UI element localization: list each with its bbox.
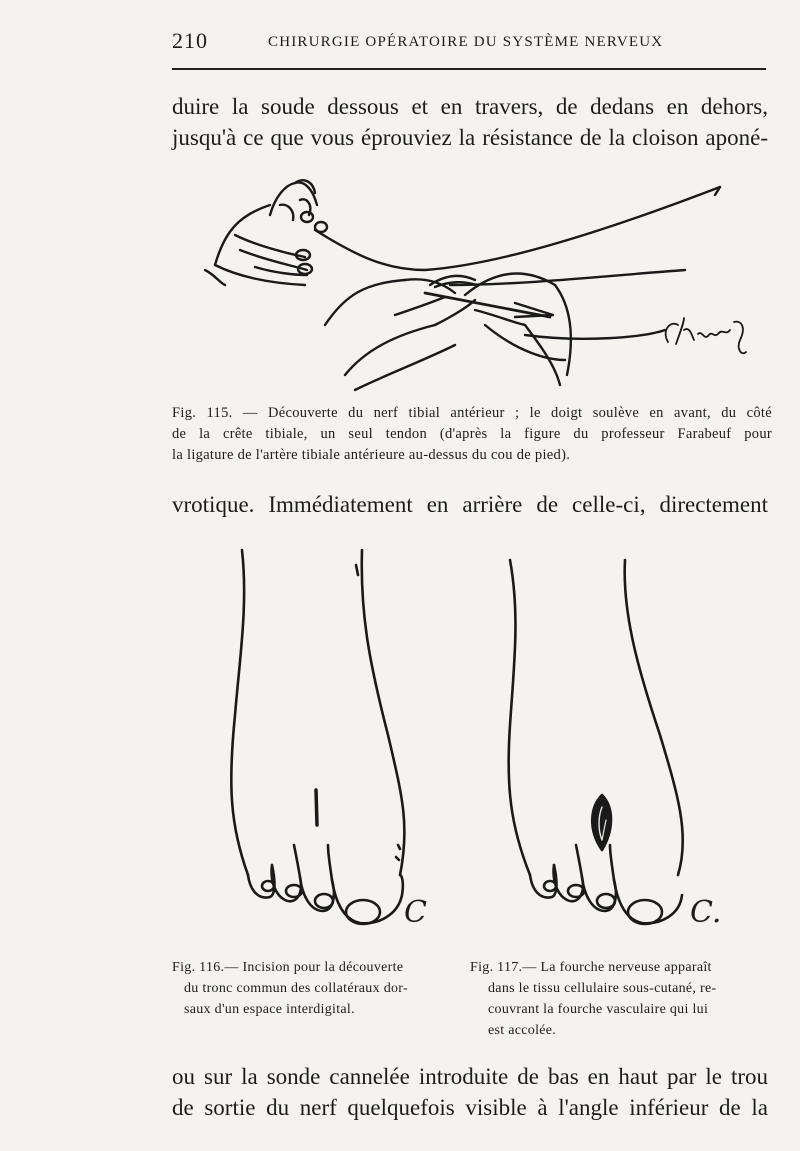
figure-117-letter: C. xyxy=(690,895,722,930)
figure-115-illustration xyxy=(195,175,765,395)
figure-116-illustration xyxy=(220,545,420,945)
body-text-line: de sortie du nerf quelquefois visible à l'angle inférieur de la xyxy=(172,1095,768,1120)
figure-117-illustration xyxy=(500,545,700,945)
body-text-line: vrotique. Immédiatement en arrière de celle-ci, directement xyxy=(172,492,768,517)
caption-line: Fig. 116.— Incision pour la découverte xyxy=(172,960,404,975)
body-text-line: jusqu'à ce que vous éprouviez la résistance de la cloison aponé- xyxy=(172,125,768,150)
caption-line: est accolée. xyxy=(488,1023,557,1038)
caption-line: du tronc commun des collatéraux dor- xyxy=(184,981,408,996)
figure-117-caption xyxy=(470,957,770,1041)
caption-line: dans le tissu cellulaire sous-cutané, re- xyxy=(488,981,717,996)
caption-line: couvrant la fourche vasculaire qui lui xyxy=(488,1002,709,1017)
running-title: CHIRURGIE OPÉRATOIRE DU SYSTÈME NERVEUX xyxy=(268,34,664,50)
caption-line: saux d'un espace interdigital. xyxy=(184,1002,355,1017)
figure-116-letter: C xyxy=(404,895,427,930)
caption-line: Fig. 115. — Découverte du nerf tibial antérieur ; le doigt soulève en avant, du côté xyxy=(172,405,772,421)
figure-116-caption xyxy=(172,957,462,1020)
page-number: 210 xyxy=(172,28,208,53)
caption-line: la ligature de l'artère tibiale antérieure au-dessus du cou de pied). xyxy=(172,447,571,463)
caption-line: Fig. 117.— La fourche nerveuse apparaît xyxy=(470,960,712,975)
illustrator-signature xyxy=(656,300,756,360)
header-rule xyxy=(172,68,766,70)
body-text-line: duire la soude dessous et en travers, de dedans en dehors, xyxy=(172,94,768,119)
caption-line: de la crête tibiale, un seul tendon (d'après la figure du professeur Farabeuf pour xyxy=(172,426,772,442)
body-text-line: ou sur la sonde cannelée introduite de bas en haut par le trou xyxy=(172,1064,768,1089)
figure-115-caption xyxy=(172,403,772,466)
